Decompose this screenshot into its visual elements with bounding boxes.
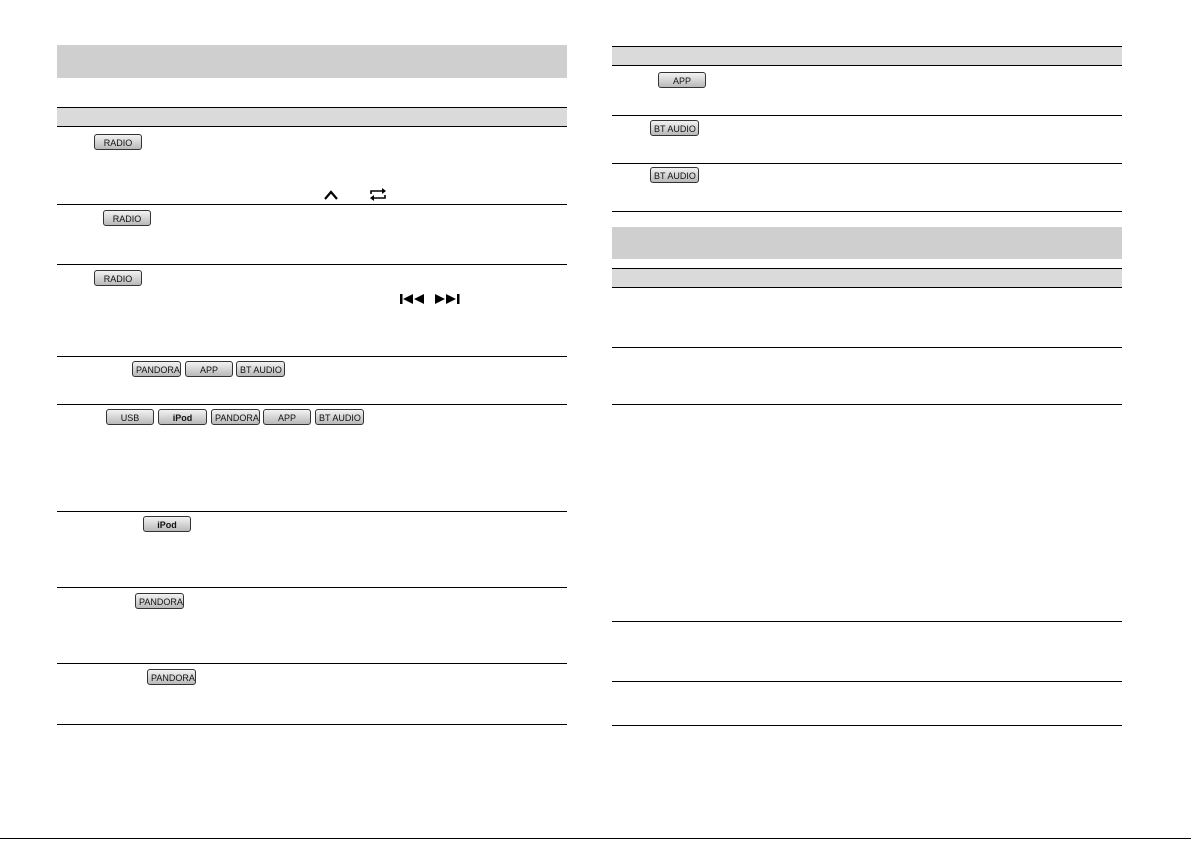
radio-badge: RADIO	[103, 210, 151, 226]
left-table-header	[57, 107, 567, 127]
row-divider	[57, 724, 567, 725]
pandora-badge: PANDORA	[135, 593, 184, 609]
row-divider	[57, 511, 567, 512]
row-divider	[57, 404, 567, 405]
right-second-table-header	[612, 268, 1122, 288]
usb-badge: USB	[106, 409, 154, 425]
app-badge: APP	[263, 409, 311, 425]
row-divider	[612, 621, 1122, 622]
pandora-badge: PANDORA	[211, 409, 260, 425]
radio-badge: RADIO	[94, 134, 142, 150]
row-divider	[57, 587, 567, 588]
previous-track-icon	[399, 293, 427, 305]
radio-badge: RADIO	[94, 270, 142, 286]
right-table-header	[612, 46, 1122, 66]
row-divider	[612, 163, 1122, 164]
bt-audio-badge: BT AUDIO	[650, 120, 699, 136]
page-bottom-rule	[0, 838, 1191, 839]
bt-audio-badge: BT AUDIO	[650, 167, 699, 183]
app-badge: APP	[185, 361, 233, 377]
row-divider	[612, 725, 1122, 726]
repeat-icon	[368, 188, 388, 201]
ipod-badge: iPod	[158, 409, 207, 425]
ipod-badge: iPod	[143, 516, 191, 532]
up-caret-icon	[323, 189, 339, 201]
row-divider	[612, 681, 1122, 682]
row-divider	[612, 404, 1122, 405]
row-divider	[57, 663, 567, 664]
row-divider	[57, 204, 567, 205]
bt-audio-badge: BT AUDIO	[315, 409, 364, 425]
row-divider	[612, 115, 1122, 116]
pandora-badge: PANDORA	[132, 361, 181, 377]
right-section-header-bar	[612, 227, 1122, 259]
left-section-header-bar	[57, 45, 567, 78]
row-divider	[57, 356, 567, 357]
app-badge: APP	[658, 72, 706, 88]
bt-audio-badge: BT AUDIO	[236, 361, 285, 377]
row-divider	[612, 211, 1122, 212]
row-divider	[612, 347, 1122, 348]
row-divider	[57, 264, 567, 265]
next-track-icon	[433, 293, 461, 305]
pandora-badge: PANDORA	[147, 669, 196, 685]
